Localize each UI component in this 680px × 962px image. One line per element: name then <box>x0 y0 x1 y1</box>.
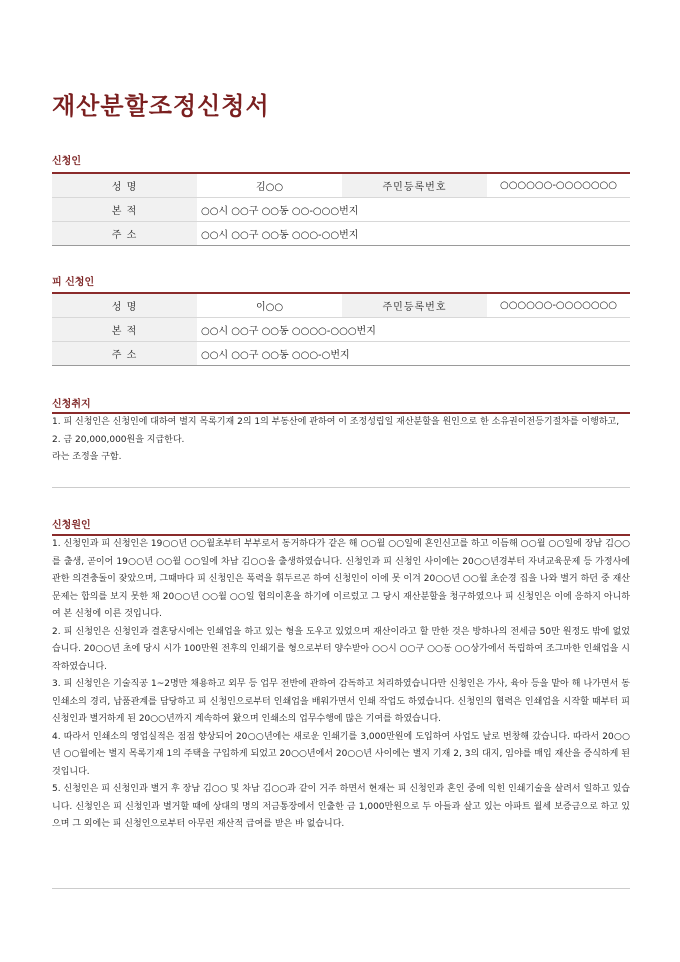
address-value: ○○시 ○○구 ○○동 ○○○-○○번지 <box>197 222 630 246</box>
purpose-line: 1. 피 신청인은 신청인에 대하여 별지 목록기재 2의 1의 부동산에 관하여 이 조정성립일 재산분할을 원인으로 한 소유권이전등기절차를 이행하고, <box>52 417 620 427</box>
purpose-text <box>52 414 630 467</box>
address-label: 주 소 <box>52 222 197 246</box>
reasons-text <box>52 536 630 834</box>
address-label: 주 소 <box>52 342 197 366</box>
reason-paragraph: 2. 피 신청인은 신청인과 결혼당시에는 인쇄업을 하고 있는 형을 도우고 있었으며 재산이라고 할 만한 것은 방하나의 전세금 50만 원정도 밖에 없었습니다. 20○○년 초에 당시 시가 100만원 전후의 인쇄기를 형으로부터 양수받아 ○○시 ○○구 ○○동 ○○상가에서 독립하여 조그마한 인쇄업을 시작하였습니다. <box>52 626 630 672</box>
table-row <box>52 294 630 318</box>
reasons-bottom-rule <box>52 888 630 889</box>
applicant-heading: 신청인 <box>52 156 81 167</box>
domicile-value: ○○시 ○○구 ○○동 ○○-○○○번지 <box>197 198 630 222</box>
reason-paragraph: 4. 따라서 인쇄소의 영업실적은 점점 향상되어 20○○년에는 새로운 인쇄기를 3,000만원에 도입하여 사업도 날로 번창해 갔습니다. 따라서 20○○년 ○○월에는 별지 목록기재 1의 주택을 구입하게 되었고 20○○년에서 20○○년 사이에는 별지 기재 2, 3의 대지, 임야를 매입 재산을 증식하게 된 것입니다. <box>52 731 630 777</box>
id-label: 주민등록번호 <box>342 294 487 318</box>
address-value: ○○시 ○○구 ○○동 ○○○-○번지 <box>197 342 630 366</box>
name-label: 성 명 <box>52 294 197 318</box>
domicile-value: ○○시 ○○구 ○○동 ○○○○-○○○번지 <box>197 318 630 342</box>
purpose-bottom-rule <box>52 487 630 488</box>
table-row <box>52 222 630 246</box>
reason-paragraph: 3. 피 신청인은 기술직공 1~2명만 채용하고 외무 등 업무 전반에 관하여 감독하고 처리하였습니다만 신청인은 가사, 육아 등을 맡아 해 나가면서 동 인쇄소의 경리, 납품관계를 담당하고 피 신청인으로부터 인쇄업을 배워가면서 인쇄 작업도 하였습니다. 신청인의 협력은 인쇄업을 시작할 때부터 피 신청인과 별거하게 된 20○○년까지 계속하여 왔으며 인쇄소의 업무수행에 많은 기여를 하였습니다. <box>52 679 630 724</box>
id-label: 주민등록번호 <box>342 174 487 198</box>
page-title: 재산분할조정신청서 <box>52 92 270 120</box>
purpose-heading: 신청취지 <box>52 399 91 410</box>
domicile-label: 본 적 <box>52 318 197 342</box>
reason-paragraph: 5. 신청인은 피 신청인과 별거 후 장남 김○○ 및 차남 김○○과 같이 거주 하면서 현재는 피 신청인과 혼인 중에 익힌 인쇄기술을 살려서 일하고 있습니다. 신청인은 피 신청인과 별거할 때에 상대의 명의 저금통장에서 인출한 금 1,000만원으로 두 아들과 살고 있는 아파트 월세 보증금으로 하고 있으며 그 외에는 피 신청인으로부터 아무런 재산적 급여를 받은 바 없습니다. <box>52 784 630 829</box>
purpose-line: 라는 조정을 구함. <box>52 452 122 462</box>
id-value: ○○○○○○-○○○○○○○ <box>487 294 630 318</box>
name-label: 성 명 <box>52 174 197 198</box>
reasons-heading: 신청원인 <box>52 520 91 531</box>
purpose-line: 2. 금 20,000,000원을 지급한다. <box>52 434 185 445</box>
respondent-table <box>52 294 630 366</box>
table-row <box>52 342 630 366</box>
applicant-table <box>52 174 630 246</box>
table-row <box>52 318 630 342</box>
name-value: 이○○ <box>197 294 342 318</box>
reason-paragraph: 1. 신청인과 피 신청인은 19○○년 ○○월초부터 부부로서 동거하다가 같은 해 ○○월 ○○일에 혼인신고를 하고 이듬해 ○○월 ○○일에 장남 김○○를 출생, 곧이어 19○○년 ○○월 ○○일에 차남 김○○을 출생하였습니다. 신청인과 피 신청인 사이에는 20○○년경부터 자녀교육문제 등 가정사에 관한 의견충돌이 잦았으며, 그때마다 피 신청인은 폭력을 휘두르곤 하여 신청인이 이에 못 이겨 20○○년 ○○월 초순경 집을 나와 별거 하던 중 재산문제는 합의를 보지 못한 채 20○○년 ○○월 ○○일 협의이혼을 하기에 이르렀고 그 당시 재산분할을 청구하였으나 피 신청인은 이에 응하지 아니하여 본 신청에 이른 것입니다. <box>52 539 630 619</box>
domicile-label: 본 적 <box>52 198 197 222</box>
table-row <box>52 174 630 198</box>
name-value: 김○○ <box>197 174 342 198</box>
respondent-heading: 피 신청인 <box>52 277 95 288</box>
table-row <box>52 198 630 222</box>
id-value: ○○○○○○-○○○○○○○ <box>487 174 630 198</box>
